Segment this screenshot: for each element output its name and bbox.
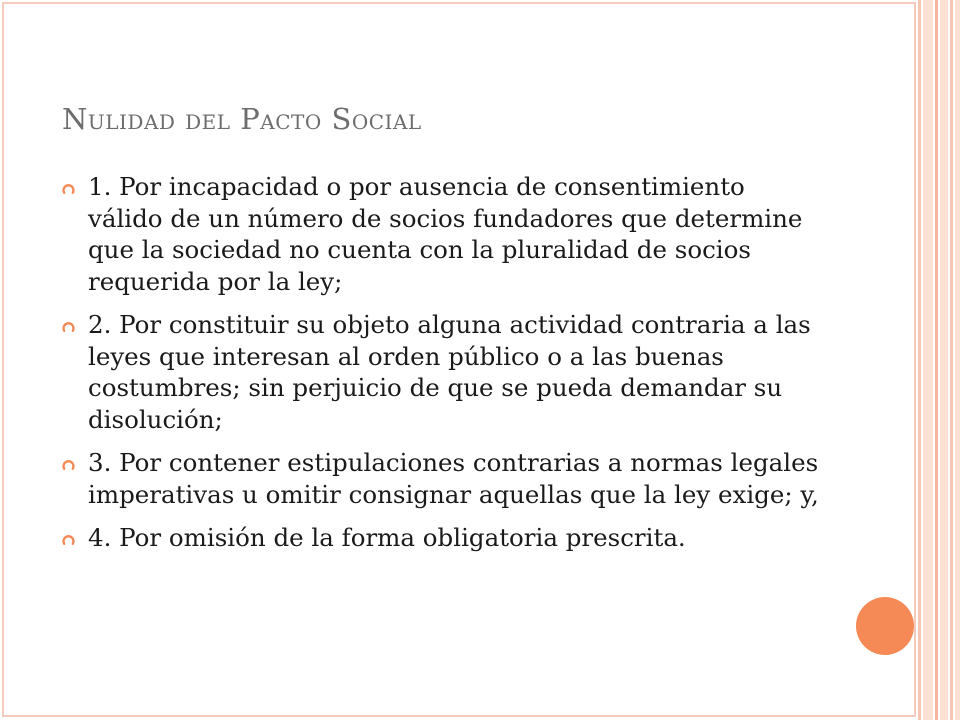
bullet-text: 4. Por omisión de la forma obligatoria prescrita. <box>88 523 686 552</box>
stripe <box>918 0 921 720</box>
bullet-text: 2. Por constituir su objeto alguna actividad contraria a las leyes que interesan al orden público o a las buenas costumbres; sin perjuicio de que se pueda demandar su disolución; <box>88 310 811 434</box>
bullet-item <box>62 309 822 435</box>
right-decorative-stripes <box>918 0 960 720</box>
arc-bullet-icon <box>62 182 75 195</box>
bullet-text: 1. Por incapacidad o por ausencia de consentimiento válido de un número de socios fundadores que determine que la sociedad no cuenta con la pluralidad de socios requerida por la ley; <box>88 172 803 296</box>
stripe <box>950 0 953 720</box>
stripe <box>935 0 938 720</box>
bullet-text: 3. Por contener estipulaciones contrarias a normas legales imperativas u omitir consignar aquellas que la ley exige; y, <box>88 448 819 509</box>
bullet-item <box>62 447 822 510</box>
arc-bullet-icon <box>62 458 75 471</box>
accent-circle <box>856 597 914 655</box>
bullet-item <box>62 171 822 297</box>
stripe <box>955 0 960 720</box>
stripe <box>923 0 933 720</box>
arc-bullet-icon <box>62 533 75 546</box>
bullet-item <box>62 522 822 554</box>
slide-title: Nulidad del Pacto Social <box>62 102 422 136</box>
arc-bullet-icon <box>62 320 75 333</box>
stripe <box>940 0 948 720</box>
bullet-list <box>62 171 822 566</box>
